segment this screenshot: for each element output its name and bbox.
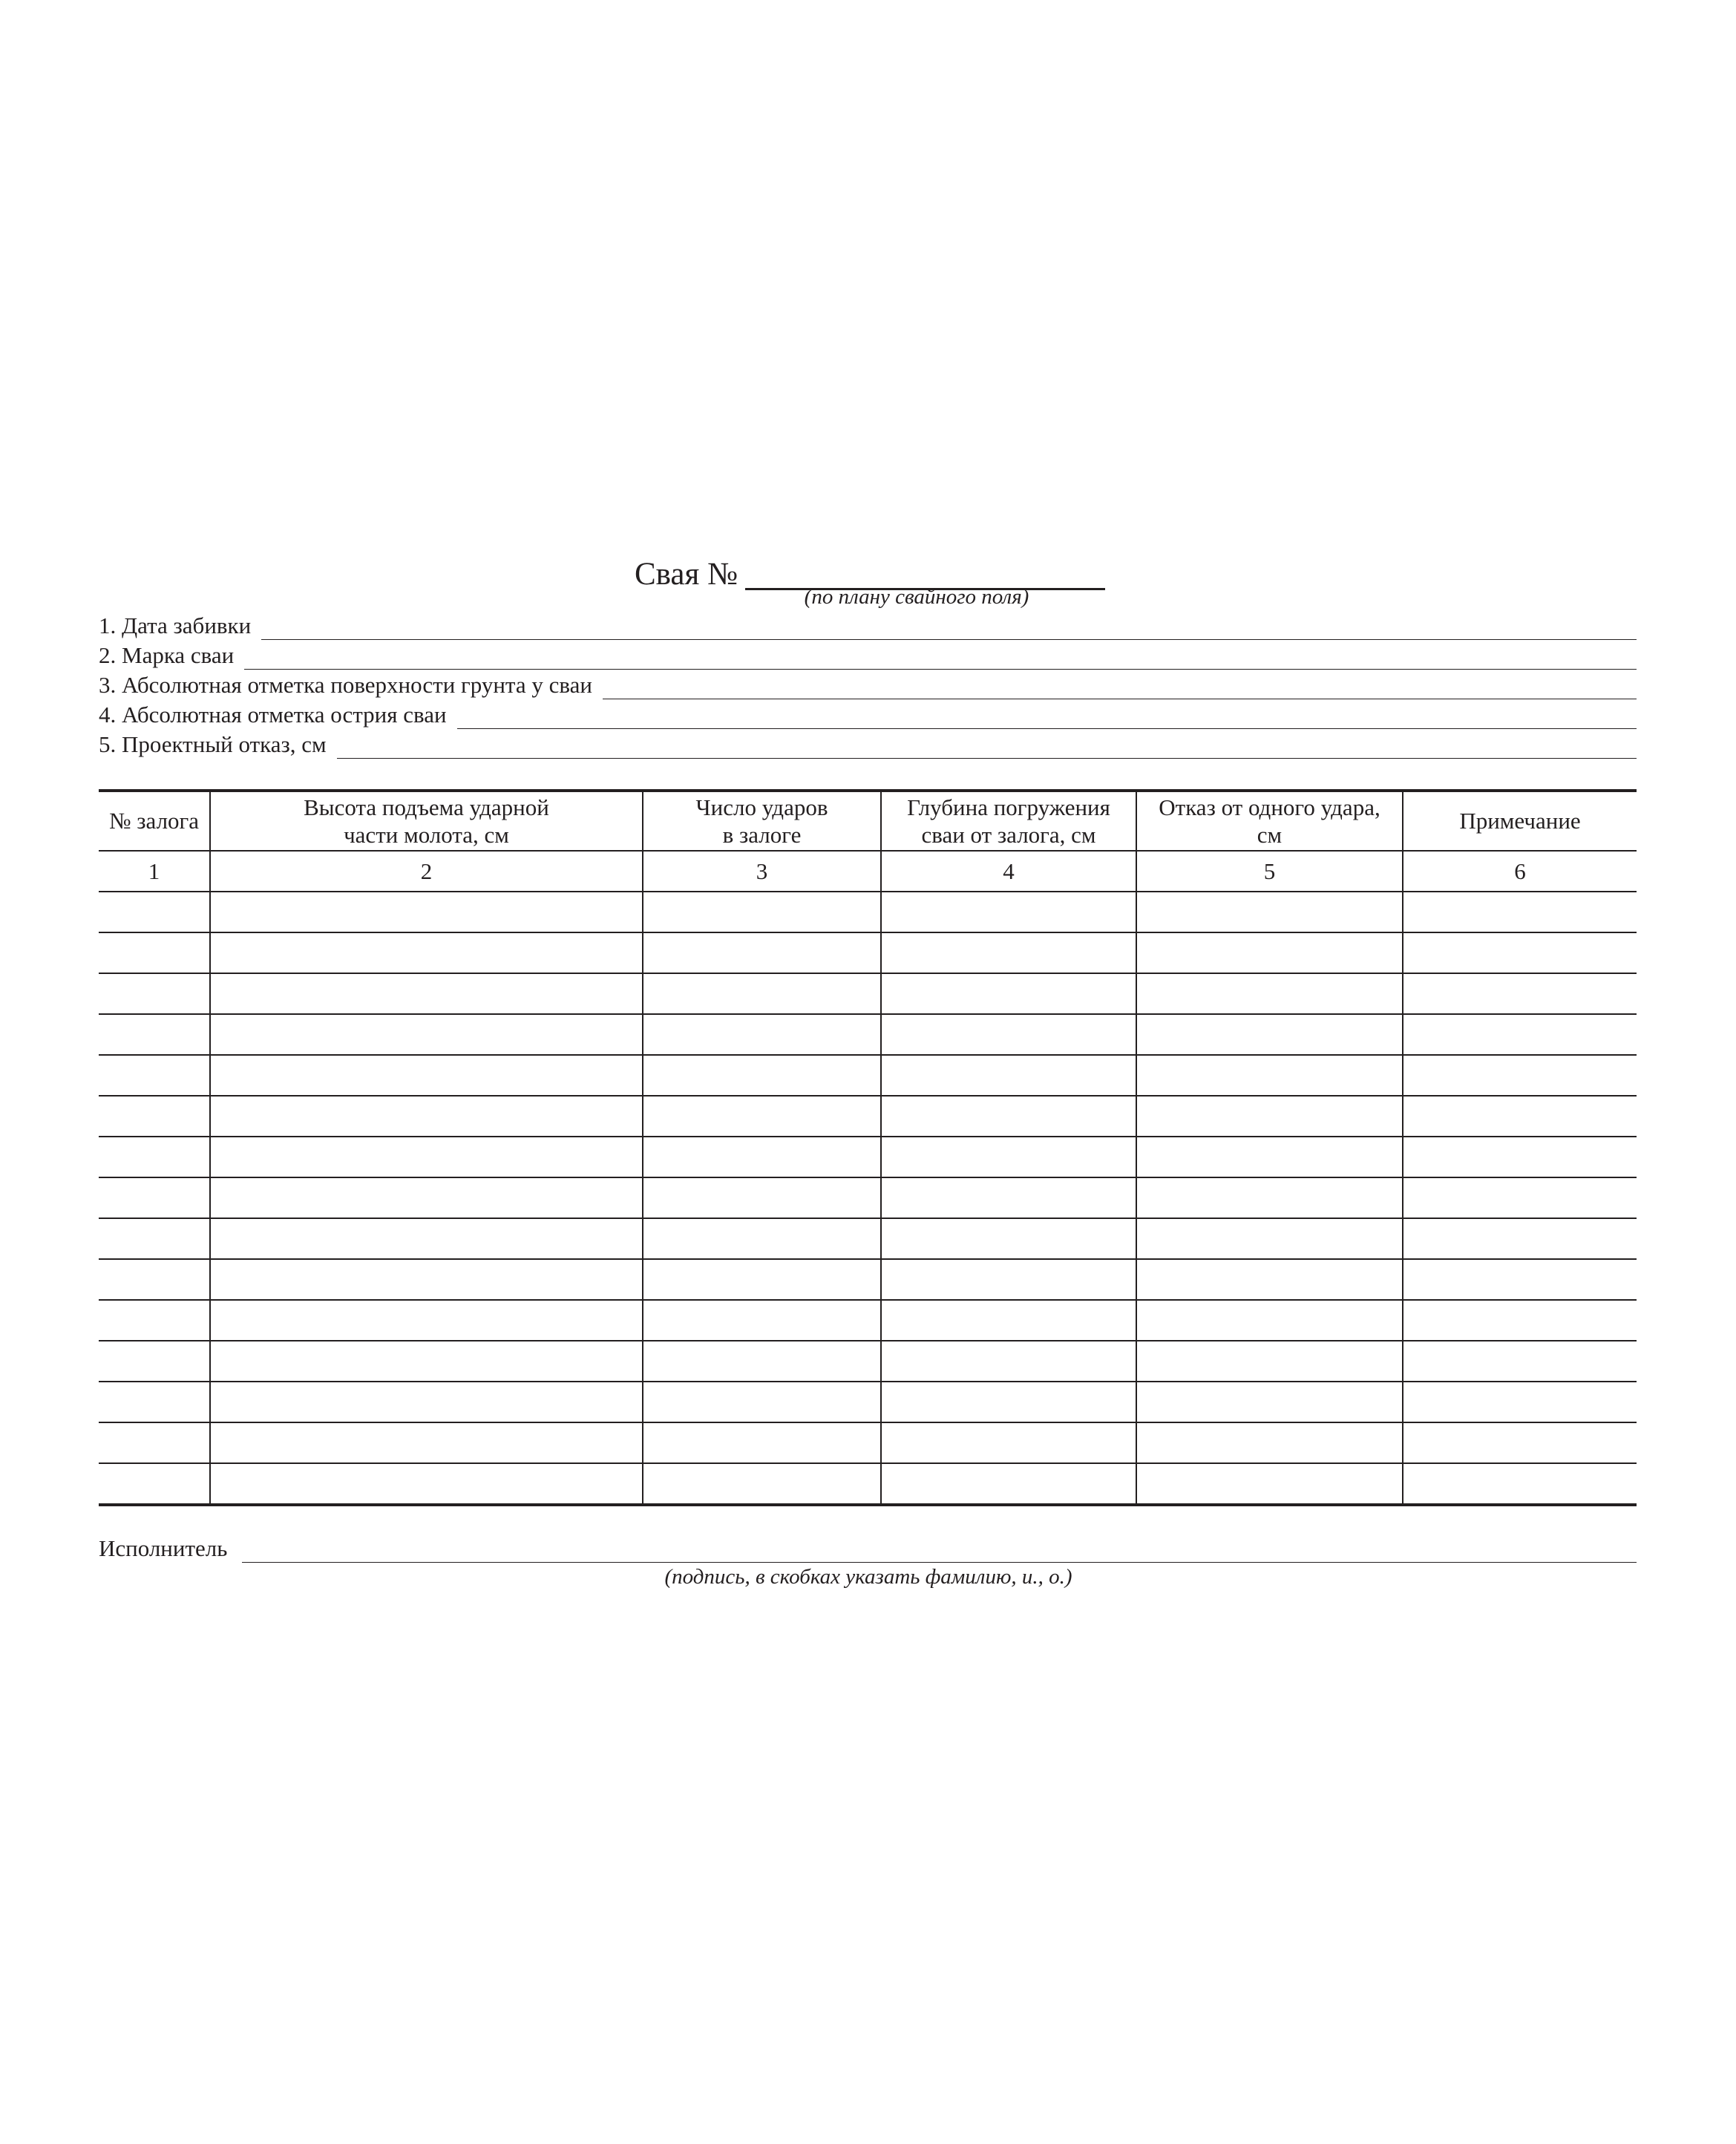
column-number: 3 xyxy=(643,851,881,892)
table-cell[interactable] xyxy=(210,1055,643,1096)
column-number: 5 xyxy=(1136,851,1403,892)
table-cell[interactable] xyxy=(881,1259,1136,1300)
table-cell[interactable] xyxy=(643,1096,881,1137)
table-row xyxy=(99,1463,1637,1505)
table-cell[interactable] xyxy=(1403,1096,1637,1137)
pile-driving-table xyxy=(99,789,1637,1506)
header-line: Высота подъема ударной xyxy=(304,794,549,820)
table-cell[interactable] xyxy=(1136,1382,1403,1422)
table-cell[interactable] xyxy=(210,1014,643,1055)
table-cell[interactable] xyxy=(1136,932,1403,973)
table-cell[interactable] xyxy=(1403,1300,1637,1341)
table-cell[interactable] xyxy=(1403,1259,1637,1300)
table-row xyxy=(99,1137,1637,1177)
table-cell[interactable] xyxy=(1403,1422,1637,1463)
table-cell[interactable] xyxy=(881,1137,1136,1177)
header-line: части молота, см xyxy=(344,822,509,848)
table-cell[interactable] xyxy=(99,1177,210,1218)
header-line: Число ударов xyxy=(695,794,828,820)
table-cell[interactable] xyxy=(643,892,881,932)
table-cell[interactable] xyxy=(210,1096,643,1137)
column-header-ram-lift-height xyxy=(210,791,643,851)
table-cell[interactable] xyxy=(99,1014,210,1055)
table-cell[interactable] xyxy=(210,973,643,1014)
column-number: 4 xyxy=(881,851,1136,892)
table-row xyxy=(99,932,1637,973)
table-cell[interactable] xyxy=(1136,1218,1403,1259)
table-cell[interactable] xyxy=(881,973,1136,1014)
column-header-penetration-depth xyxy=(881,791,1136,851)
field-ground-surface-elevation xyxy=(99,670,1637,699)
table-cell[interactable] xyxy=(1403,1177,1637,1218)
table-cell[interactable] xyxy=(643,1137,881,1177)
table-cell[interactable] xyxy=(1136,1300,1403,1341)
table-cell[interactable] xyxy=(881,1341,1136,1382)
table-cell[interactable] xyxy=(643,932,881,973)
column-number: 6 xyxy=(1403,851,1637,892)
header-line: Отказ от одного удара, xyxy=(1159,794,1380,820)
table-cell[interactable] xyxy=(1136,1422,1403,1463)
table-cell[interactable] xyxy=(210,1177,643,1218)
table-cell[interactable] xyxy=(99,1300,210,1341)
table-cell[interactable] xyxy=(643,1463,881,1505)
table-row xyxy=(99,1096,1637,1137)
field-driving-date xyxy=(99,610,1637,640)
table-cell[interactable] xyxy=(210,1218,643,1259)
table-cell[interactable] xyxy=(99,973,210,1014)
table-cell[interactable] xyxy=(643,1014,881,1055)
table-row xyxy=(99,1218,1637,1259)
table-cell[interactable] xyxy=(643,1422,881,1463)
field-pile-tip-elevation xyxy=(99,699,1637,729)
table-cell[interactable] xyxy=(210,1259,643,1300)
column-header-refusal-per-blow xyxy=(1136,791,1403,851)
field-label: 3. Абсолютная отметка поверхности грунта у сваи xyxy=(99,672,592,698)
table-cell[interactable] xyxy=(99,1137,210,1177)
table-cell[interactable] xyxy=(1403,892,1637,932)
table-cell[interactable] xyxy=(881,1055,1136,1096)
table-cell[interactable] xyxy=(643,1341,881,1382)
table-row xyxy=(99,1422,1637,1463)
table-row xyxy=(99,1341,1637,1382)
field-label: 1. Дата забивки xyxy=(99,612,252,638)
table-cell[interactable] xyxy=(881,1463,1136,1505)
table-cell[interactable] xyxy=(1403,973,1637,1014)
table-cell[interactable] xyxy=(210,1341,643,1382)
table-cell[interactable] xyxy=(1403,1137,1637,1177)
table-cell[interactable] xyxy=(1136,1341,1403,1382)
table-body xyxy=(99,892,1637,1505)
table-cell[interactable] xyxy=(1136,1137,1403,1177)
table-cell[interactable] xyxy=(1136,1463,1403,1505)
signer-row xyxy=(99,1533,1637,1563)
table-cell[interactable] xyxy=(643,1300,881,1341)
header-line: см xyxy=(1257,822,1283,848)
signature-hint: (подпись, в скобках указать фамилию, и., о.) xyxy=(664,1565,1072,1589)
table-cell[interactable] xyxy=(1136,1259,1403,1300)
table-cell[interactable] xyxy=(99,1096,210,1137)
table-cell[interactable] xyxy=(210,1422,643,1463)
table-cell[interactable] xyxy=(1403,1014,1637,1055)
table-cell[interactable] xyxy=(643,1218,881,1259)
table-cell[interactable] xyxy=(1403,1341,1637,1382)
table-cell[interactable] xyxy=(881,892,1136,932)
table-cell[interactable] xyxy=(1136,1177,1403,1218)
table-cell[interactable] xyxy=(210,1300,643,1341)
table-cell[interactable] xyxy=(99,1055,210,1096)
field-label: 5. Проектный отказ, см xyxy=(99,731,327,757)
table-cell[interactable] xyxy=(99,1422,210,1463)
header-line: в залоге xyxy=(722,822,802,848)
table-cell[interactable] xyxy=(1136,973,1403,1014)
table-row xyxy=(99,1300,1637,1341)
table-cell[interactable] xyxy=(99,932,210,973)
table-cell[interactable] xyxy=(1136,892,1403,932)
table-row xyxy=(99,1177,1637,1218)
header-line: сваи от залога, см xyxy=(921,822,1096,848)
table-row xyxy=(99,1014,1637,1055)
field-pile-grade xyxy=(99,640,1637,670)
table-cell[interactable] xyxy=(881,932,1136,973)
table-cell[interactable] xyxy=(881,1014,1136,1055)
table-cell[interactable] xyxy=(881,1096,1136,1137)
column-header-remarks xyxy=(1403,791,1637,851)
header-line: Глубина погружения xyxy=(907,794,1110,820)
table-cell[interactable] xyxy=(1136,1055,1403,1096)
header-line: № залога xyxy=(108,808,200,834)
table-cell[interactable] xyxy=(1136,1014,1403,1055)
column-number: 2 xyxy=(210,851,643,892)
field-label: 4. Абсолютная отметка острия сваи xyxy=(99,702,447,728)
table-cell[interactable] xyxy=(643,973,881,1014)
table-cell[interactable] xyxy=(1136,1096,1403,1137)
table-cell[interactable] xyxy=(99,892,210,932)
table-row xyxy=(99,1382,1637,1422)
table-cell[interactable] xyxy=(99,1463,210,1505)
column-number: 1 xyxy=(99,851,210,892)
table-cell[interactable] xyxy=(881,1177,1136,1218)
form-title: Свая № xyxy=(635,557,738,592)
table-cell[interactable] xyxy=(1403,1218,1637,1259)
field-label: 2. Марка сваи xyxy=(99,642,235,668)
table-row xyxy=(99,973,1637,1014)
table-cell[interactable] xyxy=(210,1137,643,1177)
table-cell[interactable] xyxy=(1403,1463,1637,1505)
table-row xyxy=(99,892,1637,932)
table-cell[interactable] xyxy=(1403,1055,1637,1096)
table-cell[interactable] xyxy=(643,1177,881,1218)
table-header-row xyxy=(99,791,1637,851)
table-cell[interactable] xyxy=(210,1382,643,1422)
table-cell[interactable] xyxy=(643,1259,881,1300)
table-cell[interactable] xyxy=(210,892,643,932)
table-cell[interactable] xyxy=(99,1259,210,1300)
form-title-row xyxy=(635,546,1105,590)
field-blank-line[interactable] xyxy=(337,757,1637,759)
signature-blank-line[interactable] xyxy=(242,1561,1637,1563)
table-row xyxy=(99,1259,1637,1300)
table-cell[interactable] xyxy=(881,1422,1136,1463)
column-header-stage-number xyxy=(99,791,210,851)
table-cell[interactable] xyxy=(1403,932,1637,973)
table-cell[interactable] xyxy=(643,1382,881,1422)
signer-label: Исполнитель xyxy=(99,1535,228,1561)
column-number-row xyxy=(99,851,1637,892)
table-cell[interactable] xyxy=(1403,1382,1637,1422)
table-row xyxy=(99,1055,1637,1096)
header-line: Примечание xyxy=(1459,808,1581,834)
table-cell[interactable] xyxy=(210,1463,643,1505)
table-cell[interactable] xyxy=(643,1055,881,1096)
table-cell[interactable] xyxy=(210,932,643,973)
table-cell[interactable] xyxy=(99,1218,210,1259)
table-cell[interactable] xyxy=(99,1341,210,1382)
field-design-refusal xyxy=(99,729,1637,759)
pile-number-hint: (по плану свайного поля) xyxy=(804,585,1029,609)
table-cell[interactable] xyxy=(881,1300,1136,1341)
table-cell[interactable] xyxy=(881,1218,1136,1259)
table-cell[interactable] xyxy=(99,1382,210,1422)
table-cell[interactable] xyxy=(881,1382,1136,1422)
column-header-blow-count xyxy=(643,791,881,851)
